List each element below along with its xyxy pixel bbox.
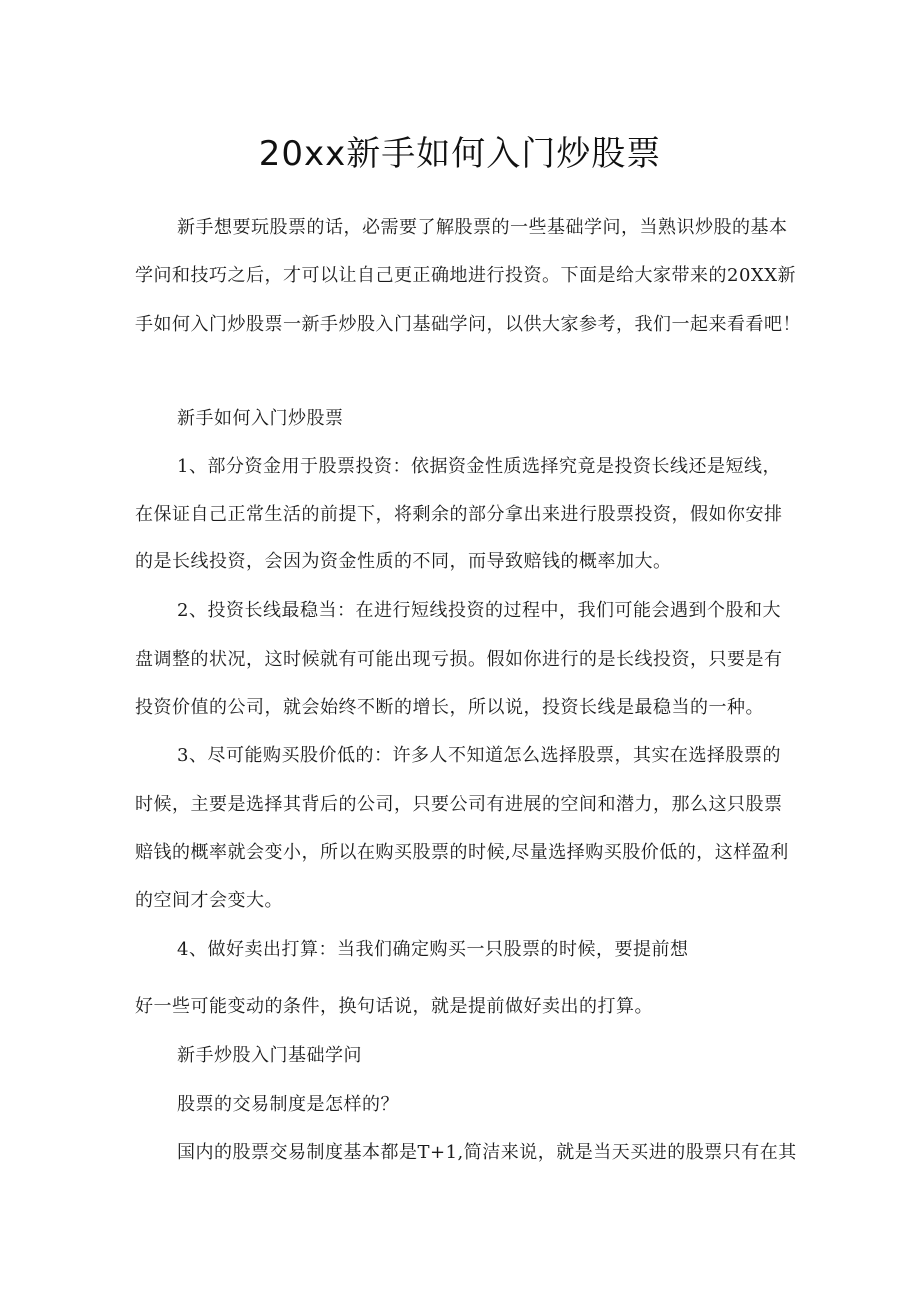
- page-title: 20xx新手如何入门炒股票: [258, 134, 662, 174]
- paragraph-line: 赔钱的概率就会变小，所以在购买股票的时候,尽量选择购买股价低的，这样盈利: [135, 842, 789, 863]
- paragraph-line: 学问和技巧之后，才可以让自己更正确地进行投资。下面是给大家带来的20XX新: [135, 265, 797, 286]
- paragraph-line: 4、做好卖出打算：当我们确定购买一只股票的时候，要提前想: [177, 939, 689, 960]
- paragraph-line: 投资价值的公司，就会始终不断的增长，所以说，投资长线是最稳当的一种。: [135, 697, 764, 718]
- paragraph-line: 盘调整的状况，这时候就有可能出现亏损。假如你进行的是长线投资，只要是有: [135, 649, 783, 670]
- paragraph-line: 的是长线投资，会因为资金性质的不同，而导致赔钱的概率加大。: [135, 551, 672, 572]
- paragraph-line: 3、尽可能购买股价低的：许多人不知道怎么选择股票，其实在选择股票的: [177, 745, 781, 766]
- paragraph-line: 时候，主要是选择其背后的公司，只要公司有进展的空间和潜力，那么这只股票: [135, 794, 783, 815]
- paragraph-line: 好一些可能变动的条件，换句话说，就是提前做好卖出的打算。: [135, 996, 653, 1017]
- paragraph-line: 手如何入门炒股票一新手炒股入门基础学问，以供大家参考，我们一起来看看吧！: [135, 314, 801, 335]
- paragraph-line: 2、投资长线最稳当：在进行短线投资的过程中，我们可能会遇到个股和大: [177, 600, 781, 621]
- paragraph-line: 的空间才会变大。: [135, 890, 283, 911]
- paragraph-line: 新手想要玩股票的话，必需要了解股票的一些基础学问，当熟识炒股的基本: [177, 217, 788, 238]
- section-heading: 新手如何入门炒股票: [177, 408, 344, 429]
- section-heading: 新手炒股入门基础学问: [177, 1045, 362, 1066]
- paragraph-line: 国内的股票交易制度基本都是T+1,简洁来说，就是当天买进的股票只有在其: [177, 1142, 797, 1163]
- paragraph-line: 1、部分资金用于股票投资：依据资金性质选择究竟是投资长线还是短线，: [177, 456, 781, 477]
- paragraph-line: 在保证自己正常生活的前提下，将剩余的部分拿出来进行股票投资，假如你安排: [135, 504, 783, 525]
- question-heading: 股票的交易制度是怎样的？: [177, 1094, 399, 1115]
